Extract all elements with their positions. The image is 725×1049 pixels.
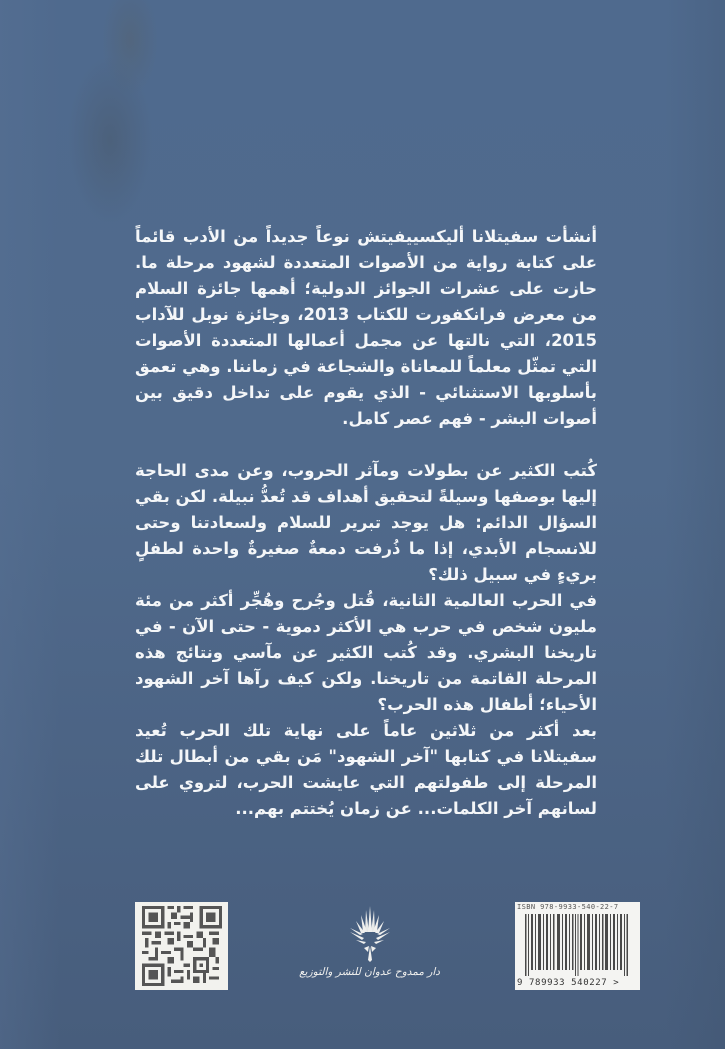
blurb-paragraph-author: أنشأت سفيتلانا أليكسييفيتش نوعاً جديداً من الأدب قائماً على كتابة رواية من الأصوات المتعددة لشهود مرحلة ما. حازت على عشرات الجوائز الدولية؛ أهمها جائزة السلام من معرض فرانكفورت للكتاب 2013، وجائزة نوبل للآداب 2015، التي نالتها عن مجمل أعمالها المتعددة الأصوات التي تمثّل معلماً للمعاناة والشجاعة في زماننا. وهي تعمق بأسلوبها الاستثنائي - الذي يقوم على تداخل دقيق بين أصوات البشر - فهم عصر كامل.: [134, 227, 597, 428]
publisher-name: دار ممدوح عدوان للنشر والتوزيع: [299, 966, 440, 978]
publisher-logo: [300, 900, 440, 1000]
isbn-barcode: [515, 902, 640, 990]
qr-code: [135, 902, 228, 990]
blurb-paragraph-book: بعد أكثر من ثلاثين عاماً على نهاية تلك الحرب تُعيد سفيتلانا في كتابها "آخر الشهود" مَن بقي من أبطال تلك المرحلة إلى طفولتهم التي عايشت الحرب، لتروي على لسانهم آخر الكلمات... عن زمان يُختتم بهم...: [135, 721, 597, 818]
blurb-paragraph-question: كُتب الكثير عن بطولات ومآثر الحروب، وعن مدى الحاجة إليها بوصفها وسيلةً لتحقيق أهداف قد تُعدُّ نبيلة. لكن بقي السؤال الدائم: هل يوجد تبرير للسلام ولسعادتنا وحتى للانسجام الأبدي، إذا ما ذُرفت دمعةٌ صغيرةٌ واحدة لطفلٍ بريءٍ في سبيل ذلك؟: [135, 461, 597, 584]
publisher-logo-icon: [342, 904, 398, 964]
qr-code-icon: [142, 906, 222, 986]
blurb-text: [135, 224, 597, 822]
barcode-icon: [525, 914, 629, 976]
isbn-label: ISBN 978-9933-540-22-7: [517, 903, 619, 911]
blurb-paragraph-war: في الحرب العالمية الثانية، قُتل وجُرح وهُجِّر أكثر من مئة مليون شخص في حرب هي الأكثر دموية - حتى الآن - في تاريخنا البشري. وقد كُتب الكثير عن مآسي ونتائج هذه المرحلة القاتمة من تاريخنا. ولكن كيف رآها آخر الشهود الأحياء؛ أطفال هذه الحرب؟: [135, 591, 597, 714]
ean-digits: 9 789933 540227 >: [517, 978, 620, 988]
